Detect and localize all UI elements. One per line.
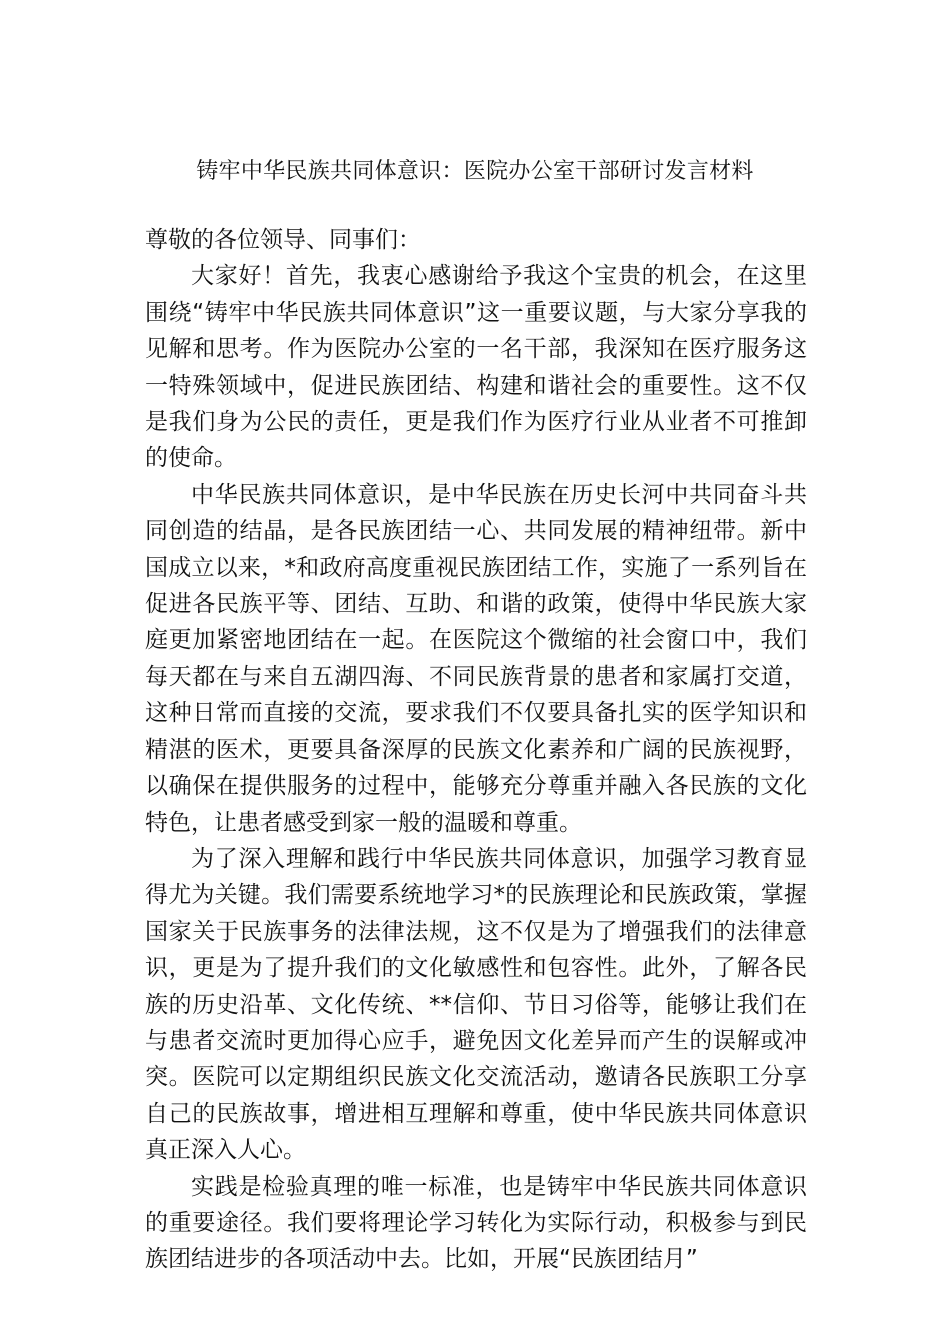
paragraph-4: 实践是检验真理的唯一标准，也是铸牢中华民族共同体意识的重要途径。我们要将理论学习转化为实际行动，积极参与到民族团结进步的各项活动中去。比如，开展“民族团结月” [145,1173,807,1273]
salutation: 尊敬的各位领导、同事们： [145,227,421,253]
document-body [145,222,807,1278]
paragraph-3: 为了深入理解和践行中华民族共同体意识，加强学习教育显得尤为关键。我们需要系统地学习*的民族理论和民族政策，掌握国家关于民族事务的法律法规，这不仅是为了增强我们的法律意识，更是为了提升我们的文化敏感性和包容性。此外，了解各民族的历史沿革、文化传统、**信仰、节日习俗等，能够让我们在与患者交流时更加得心应手，避免因文化差异而产生的误解或冲突。医院可以定期组织民族文化交流活动，邀请各民族职工分享自己的民族故事，增进相互理解和尊重，使中华民族共同体意识真正深入人心。 [145,845,807,1164]
paragraph-1: 大家好！首先，我衷心感谢给予我这个宝贵的机会，在这里围绕“铸牢中华民族共同体意识”这一重要议题，与大家分享我的见解和思考。作为医院办公室的一名干部，我深知在医疗服务这一特殊领域中，促进民族团结、构建和谐社会的重要性。这不仅是我们身为公民的责任，更是我们作为医疗行业从业者不可推卸的使命。 [145,263,807,472]
document-title: 铸牢中华民族共同体意识：医院办公室干部研讨发言材料 [196,159,754,184]
paragraph-2: 中华民族共同体意识，是中华民族在历史长河中共同奋斗共同创造的结晶，是各民族团结一心、共同发展的精神纽带。新中国成立以来，*和政府高度重视民族团结工作，实施了一系列旨在促进各民族平等、团结、互助、和谐的政策，使得中华民族大家庭更加紧密地团结在一起。在医院这个微缩的社会窗口中，我们每天都在与来自五湖四海、不同民族背景的患者和家属打交道，这种日常而直接的交流，要求我们不仅要具备扎实的医学知识和精湛的医术，更要具备深厚的民族文化素养和广阔的民族视野，以确保在提供服务的过程中，能够充分尊重并融入各民族的文化特色，让患者感受到家一般的温暖和尊重。 [145,481,807,836]
